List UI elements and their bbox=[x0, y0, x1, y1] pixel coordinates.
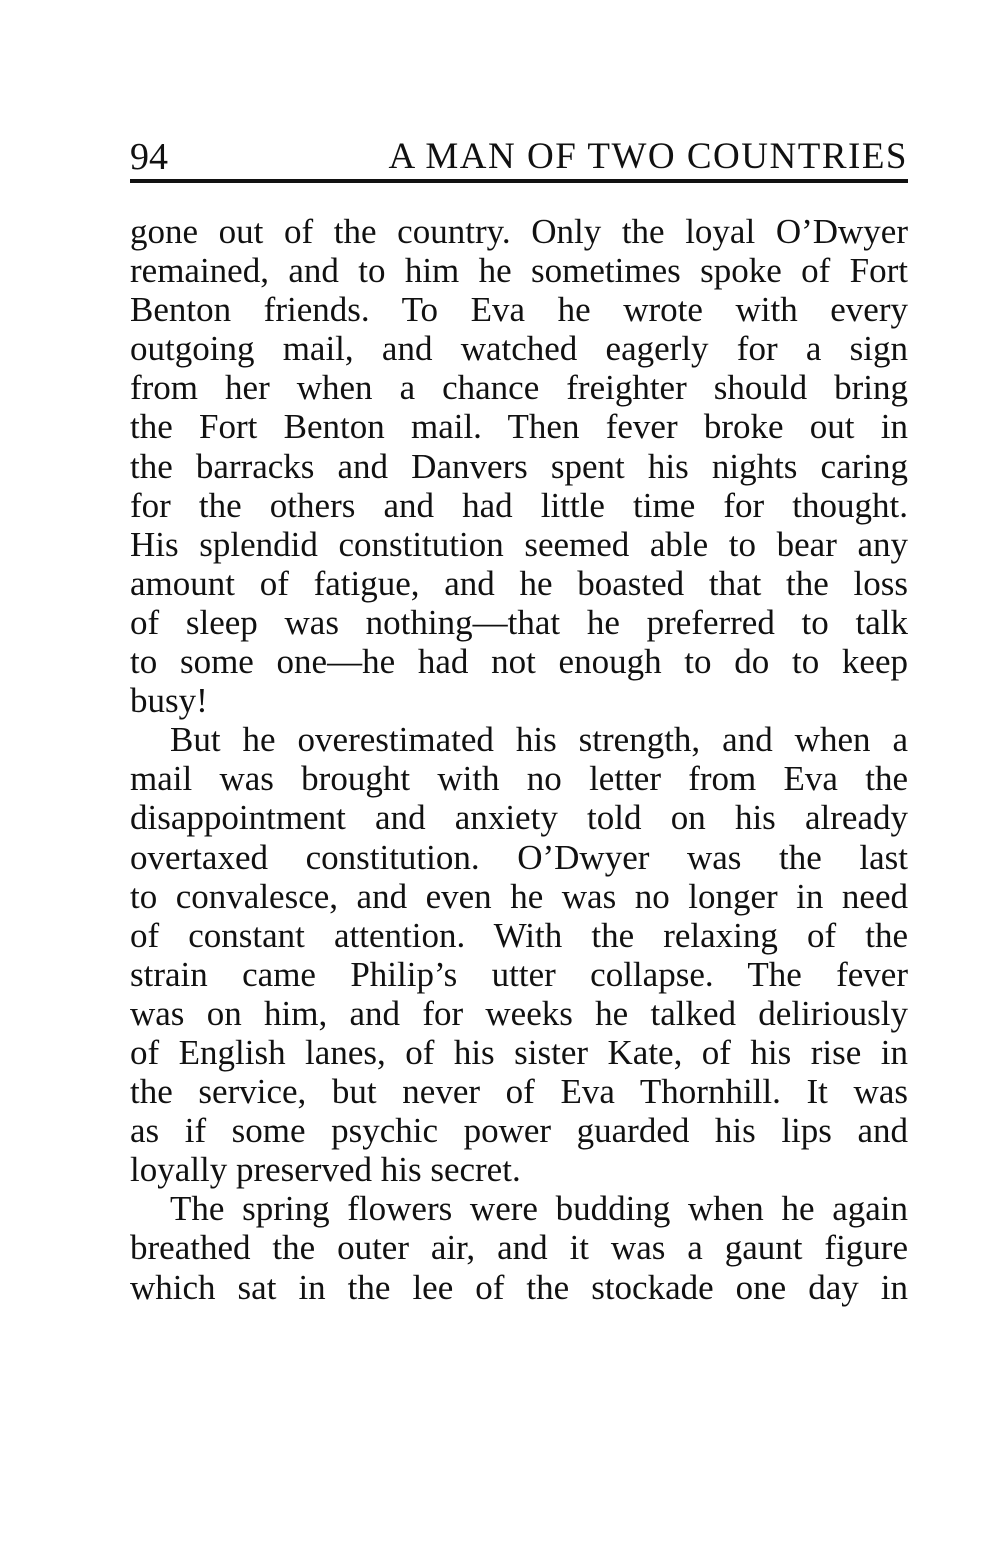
page-number: 94 bbox=[130, 136, 168, 178]
running-title: A MAN OF TWO COUNTRIES bbox=[388, 136, 908, 177]
text-line: of English lanes, of his sister Kate, of his rise in bbox=[130, 1032, 908, 1072]
text-line: to convalesce, and even he was no longer in need bbox=[130, 876, 908, 916]
text-line: amount of fatigue, and he boasted that the loss bbox=[130, 563, 908, 603]
text-line: remained, and to him he sometimes spoke of Fort bbox=[130, 251, 908, 291]
text-line: His splendid constitution seemed able to bear any bbox=[130, 524, 908, 564]
text-line: which sat in the lee of the stockade one day in bbox=[130, 1267, 908, 1307]
text-line: gone out of the country. Only the loyal O’Dwyer bbox=[130, 212, 908, 251]
text-line: from her when a chance freighter should bring bbox=[130, 368, 908, 408]
text-line: The spring flowers were budding when he again bbox=[170, 1189, 908, 1229]
page-header bbox=[130, 132, 908, 182]
text-line: loyally preserved his secret. bbox=[130, 1150, 521, 1190]
text-line: Benton friends. To Eva he wrote with every bbox=[130, 290, 908, 330]
text-line: to some one—he had not enough to do to keep bbox=[130, 642, 908, 682]
header-rule bbox=[130, 179, 908, 183]
text-line: mail was brought with no letter from Eva the bbox=[130, 759, 908, 799]
text-line: the service, but never of Eva Thornhill. It was bbox=[130, 1072, 908, 1112]
text-line: the Fort Benton mail. Then fever broke out in bbox=[130, 407, 908, 447]
text-line: outgoing mail, and watched eagerly for a sign bbox=[130, 329, 908, 369]
text-line: of sleep was nothing—that he preferred to talk bbox=[130, 602, 908, 642]
text-line: was on him, and for weeks he talked deliriously bbox=[130, 993, 908, 1033]
text-line: busy! bbox=[130, 681, 208, 721]
text-line: overtaxed constitution. O’Dwyer was the last bbox=[130, 837, 908, 877]
text-line: But he overestimated his strength, and when a bbox=[170, 720, 908, 760]
text-line: the barracks and Danvers spent his nights caring bbox=[130, 446, 908, 486]
text-line: disappointment and anxiety told on his already bbox=[130, 798, 908, 838]
body-text bbox=[130, 212, 908, 1307]
text-line: for the others and had little time for thought. bbox=[130, 485, 908, 525]
text-line: as if some psychic power guarded his lips and bbox=[130, 1111, 908, 1151]
text-line: of constant attention. With the relaxing of the bbox=[130, 915, 908, 955]
text-line: breathed the outer air, and it was a gaunt figure bbox=[130, 1228, 908, 1268]
text-line: strain came Philip’s utter collapse. The fever bbox=[130, 954, 908, 994]
